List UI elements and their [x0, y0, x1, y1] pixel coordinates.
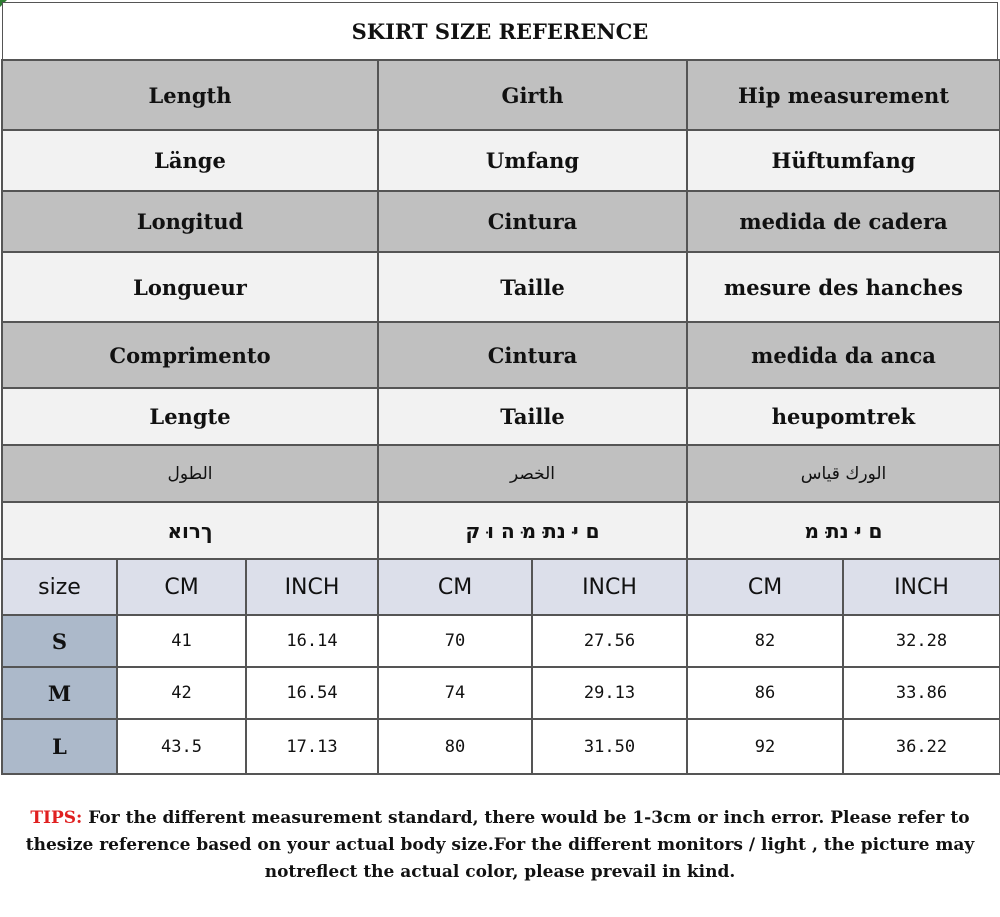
length-inch-header: INCH [246, 559, 378, 615]
hip-label: ם י ּנת ּמ [687, 502, 1000, 559]
length-label: Length [2, 60, 378, 130]
hip-inch-header: INCH [843, 559, 1000, 615]
length-label: Longueur [2, 252, 378, 322]
length-label: Comprimento [2, 322, 378, 388]
girth-label: Taille [378, 388, 687, 445]
length-cm-cell: 41 [117, 615, 246, 667]
tips-label: TIPS: [30, 808, 83, 828]
size-column-header: size [2, 559, 117, 615]
hip-cm-cell: 82 [687, 615, 843, 667]
length-label: Länge [2, 130, 378, 191]
girth-cm-cell: 80 [378, 719, 532, 774]
girth-cm-header: CM [378, 559, 532, 615]
chart-title: SKIRT SIZE REFERENCE [2, 2, 998, 59]
translation-row [2, 60, 1000, 130]
hip-label: mesure des hanches [687, 252, 1000, 322]
girth-label: Cintura [378, 191, 687, 252]
table-row [2, 719, 1000, 774]
length-label: ךרוא [2, 502, 378, 559]
size-cell: L [2, 719, 117, 774]
hip-label: Hüftumfang [687, 130, 1000, 191]
hip-label: medida da anca [687, 322, 1000, 388]
girth-label: Girth [378, 60, 687, 130]
translation-row [2, 191, 1000, 252]
hip-label: medida de cadera [687, 191, 1000, 252]
girth-label: الخصر [378, 445, 687, 502]
hip-label: Hip measurement [687, 60, 1000, 130]
table-row [2, 667, 1000, 719]
translation-row-arabic [2, 445, 1000, 502]
translation-table [1, 59, 1000, 560]
girth-label: Umfang [378, 130, 687, 191]
length-inch-cell: 16.14 [246, 615, 378, 667]
length-inch-cell: 17.13 [246, 719, 378, 774]
translation-row-hebrew [2, 502, 1000, 559]
hip-cm-header: CM [687, 559, 843, 615]
hip-label: heupomtrek [687, 388, 1000, 445]
translation-row [2, 322, 1000, 388]
girth-inch-cell: 31.50 [532, 719, 687, 774]
hip-inch-cell: 33.86 [843, 667, 1000, 719]
girth-inch-header: INCH [532, 559, 687, 615]
length-cm-cell: 43.5 [117, 719, 246, 774]
girth-cm-cell: 74 [378, 667, 532, 719]
size-cell: M [2, 667, 117, 719]
size-table [1, 558, 1000, 775]
hip-inch-cell: 32.28 [843, 615, 1000, 667]
hip-cm-cell: 86 [687, 667, 843, 719]
length-label: Lengte [2, 388, 378, 445]
length-cm-cell: 42 [117, 667, 246, 719]
tips-note [10, 805, 990, 886]
size-table-header [2, 559, 1000, 615]
length-label: Longitud [2, 191, 378, 252]
girth-cm-cell: 70 [378, 615, 532, 667]
length-inch-cell: 16.54 [246, 667, 378, 719]
translation-row [2, 388, 1000, 445]
girth-label: Taille [378, 252, 687, 322]
girth-label: Cintura [378, 322, 687, 388]
size-cell: S [2, 615, 117, 667]
translation-row [2, 130, 1000, 191]
length-label: الطول [2, 445, 378, 502]
hip-label: الورك قياس [687, 445, 1000, 502]
girth-label: ם י ּנת ּמ ּה ו ּק [378, 502, 687, 559]
table-row [2, 615, 1000, 667]
tips-text: For the different measurement standard, there would be 1-3cm or inch error. Please refer to thesize reference based on your actual body size.For the different monitors / light , the picture may notreflect the actual color, please prevail in kind. [25, 808, 975, 882]
translation-row [2, 252, 1000, 322]
hip-cm-cell: 92 [687, 719, 843, 774]
length-cm-header: CM [117, 559, 246, 615]
hip-inch-cell: 36.22 [843, 719, 1000, 774]
girth-inch-cell: 27.56 [532, 615, 687, 667]
girth-inch-cell: 29.13 [532, 667, 687, 719]
